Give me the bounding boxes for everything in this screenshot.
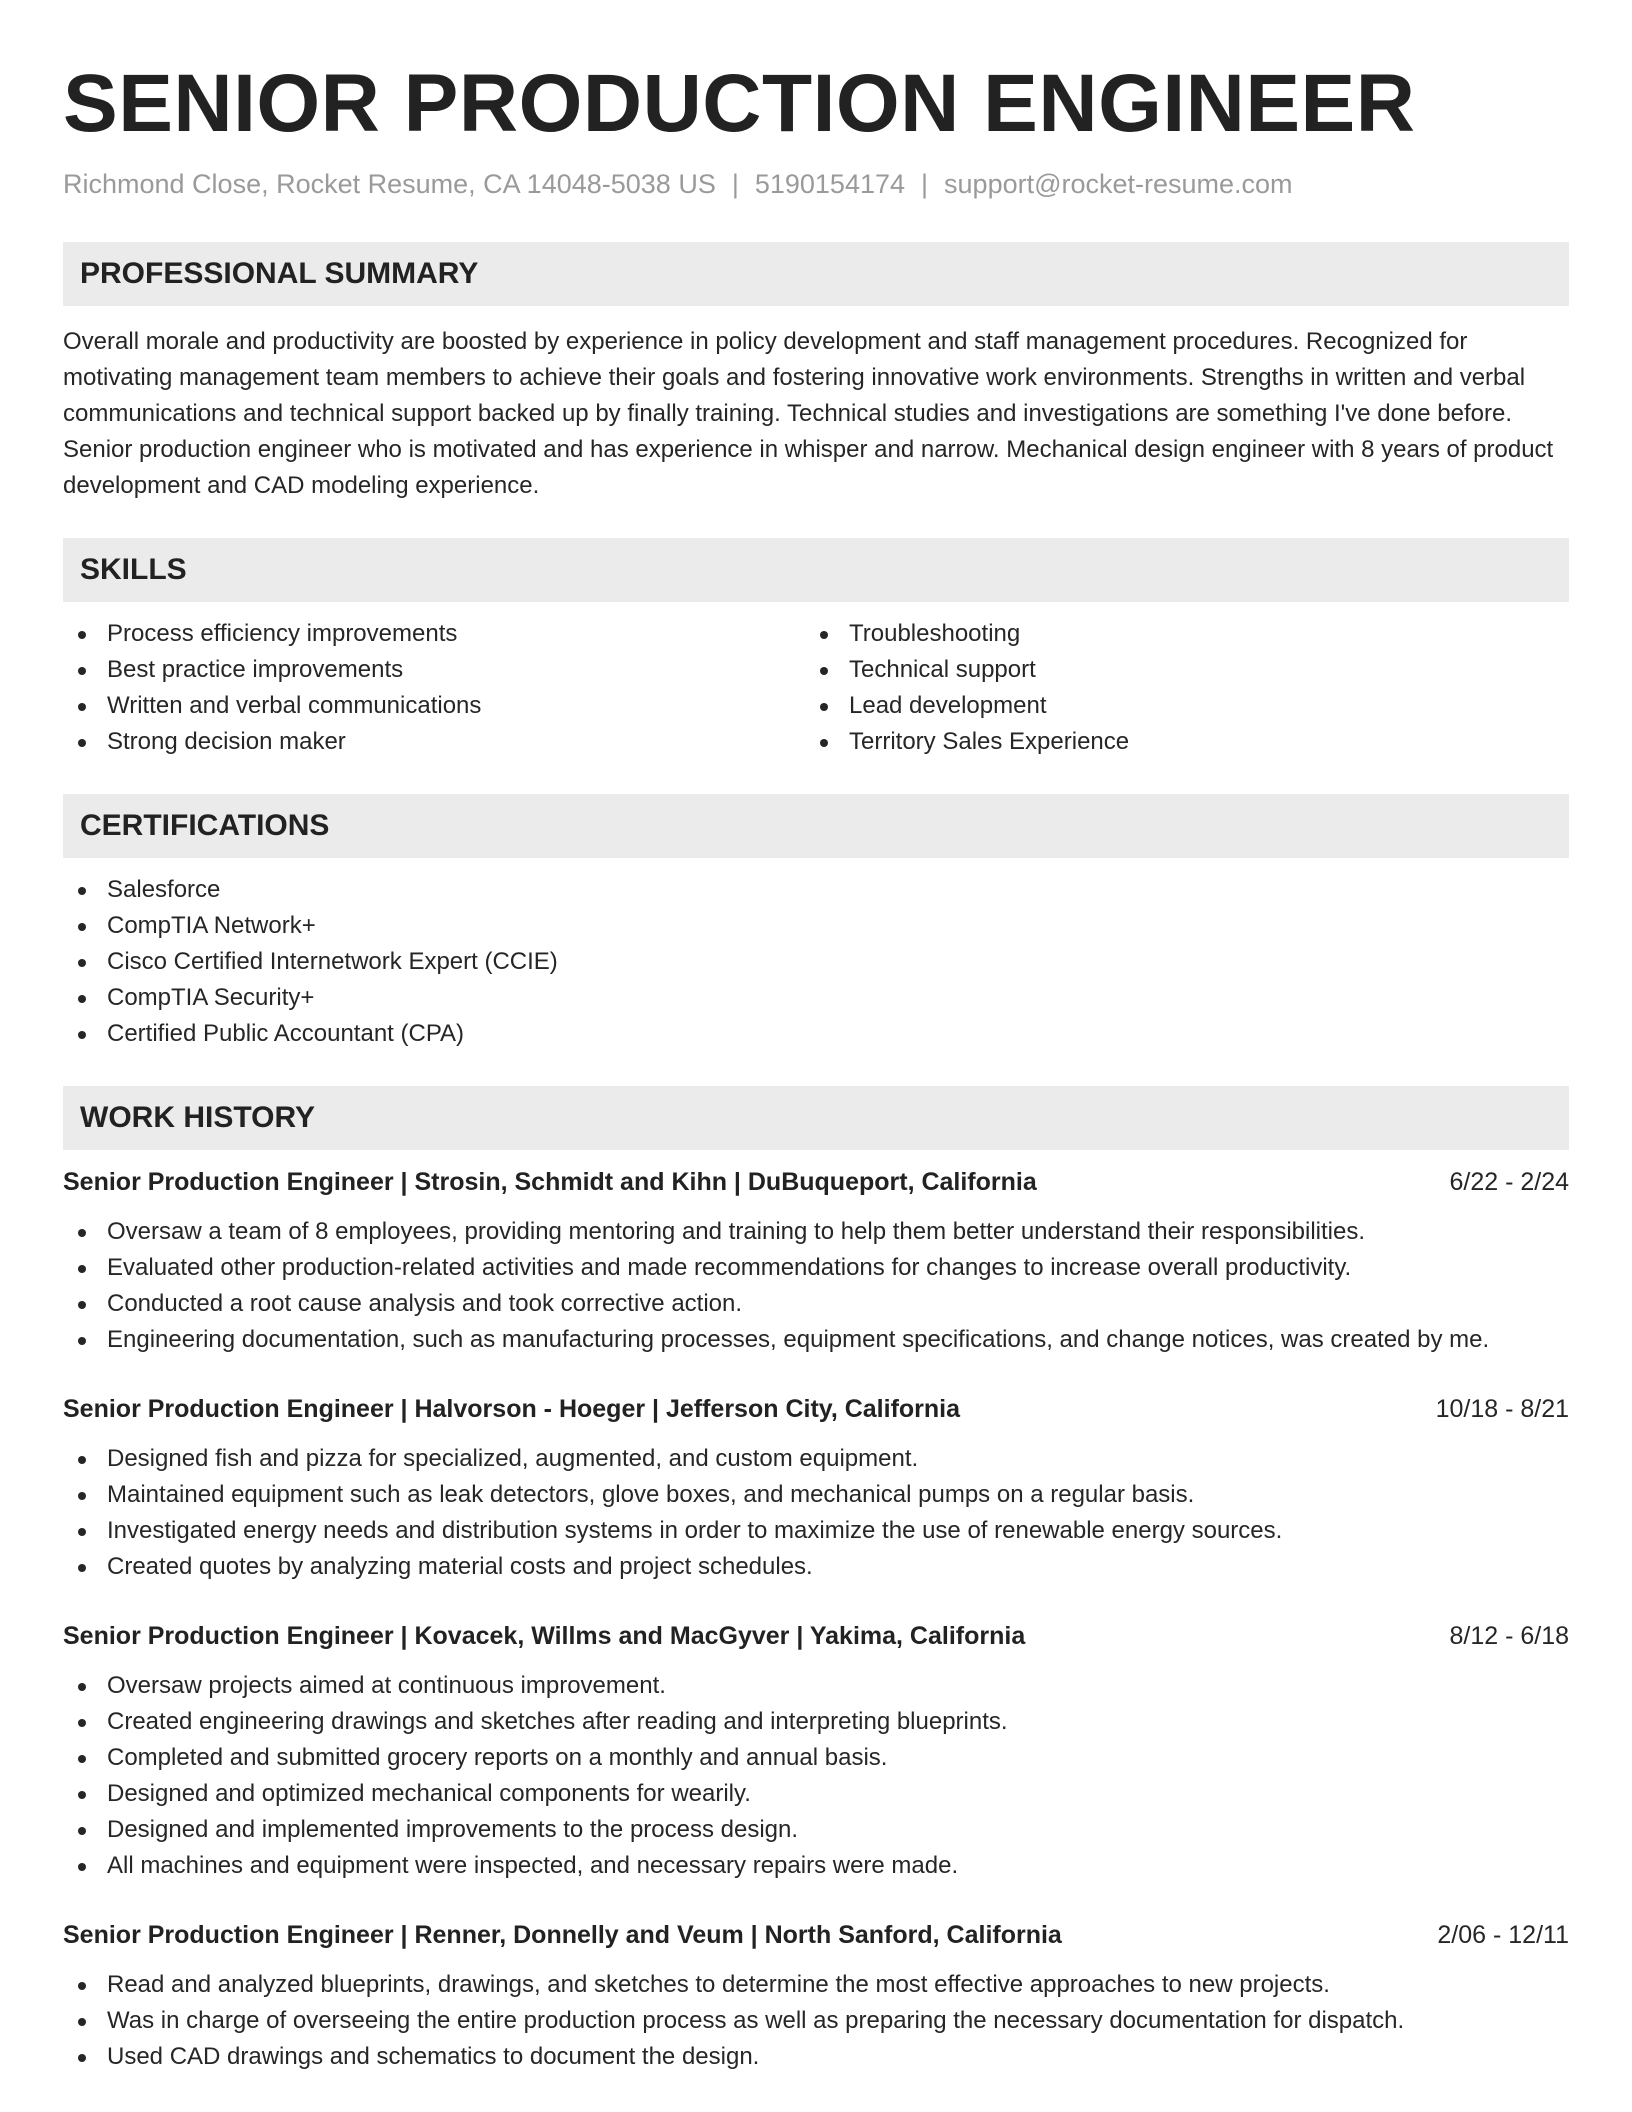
job-bullet: Designed and optimized mechanical components for wearily.	[63, 1776, 1569, 1812]
job-title: Senior Production Engineer | Halvorson - Hoeger | Jefferson City, California	[63, 1395, 961, 1423]
skills-column-left	[63, 616, 805, 760]
job-entry	[63, 1618, 1569, 1884]
certification-item: CompTIA Security+	[63, 980, 1569, 1016]
job-entry	[63, 1391, 1569, 1585]
skills-column-right	[805, 616, 1547, 760]
job-bullet: Evaluated other production-related activities and made recommendations for changes to increase overall productivity.	[63, 1250, 1569, 1286]
skill-item: Written and verbal communications	[63, 688, 805, 724]
skill-item: Troubleshooting	[805, 616, 1547, 652]
job-bullet: Created engineering drawings and sketches after reading and interpreting blueprints.	[63, 1704, 1569, 1740]
summary-heading: PROFESSIONAL SUMMARY	[63, 242, 1569, 306]
contact-separator: |	[921, 169, 929, 199]
certification-item: Salesforce	[63, 872, 1569, 908]
contact-line	[63, 166, 1569, 202]
job-bullets	[63, 1967, 1569, 2075]
candidate-title: SENIOR PRODUCTION ENGINEER	[63, 58, 1416, 149]
skill-item: Technical support	[805, 652, 1547, 688]
job-bullet: Read and analyzed blueprints, drawings, and sketches to determine the most effective approaches to new projects.	[63, 1967, 1569, 2003]
contact-separator: |	[731, 169, 739, 199]
job-bullet: Conducted a root cause analysis and took corrective action.	[63, 1286, 1569, 1322]
job-header	[63, 1917, 1569, 1953]
skill-item: Strong decision maker	[63, 724, 805, 760]
skill-item: Process efficiency improvements	[63, 616, 805, 652]
job-header	[63, 1391, 1569, 1427]
job-title: Senior Production Engineer | Strosin, Schmidt and Kihn | DuBuqueport, California	[63, 1168, 1037, 1196]
certifications-heading: CERTIFICATIONS	[63, 794, 1569, 858]
certification-item: Cisco Certified Internetwork Expert (CCIE)	[63, 944, 1569, 980]
job-bullets	[63, 1441, 1569, 1585]
skills-list	[63, 616, 1569, 760]
job-dates: 8/12 - 6/18	[1449, 1622, 1569, 1650]
job-title: Senior Production Engineer | Kovacek, Willms and MacGyver | Yakima, California	[63, 1622, 1026, 1650]
job-dates: 2/06 - 12/11	[1437, 1921, 1569, 1949]
job-dates: 6/22 - 2/24	[1449, 1168, 1569, 1196]
job-bullet: Designed fish and pizza for specialized, augmented, and custom equipment.	[63, 1441, 1569, 1477]
job-bullet: Designed and implemented improvements to the process design.	[63, 1812, 1569, 1848]
job-bullet: Oversaw projects aimed at continuous improvement.	[63, 1668, 1569, 1704]
contact-phone: 5190154174	[754, 169, 906, 199]
summary-text: Overall morale and productivity are boosted by experience in policy development and staff management procedures. Recognized for motivating management team members to achieve their goals and fostering innovative work environments. Strengths in written and verbal communications and technical support backed up by finally training. Technical studies and investigations are something I've done before. Senior production engineer who is motivated and has experience in whisper and narrow. Mechanical design engineer with 8 years of product development and CAD modeling experience.	[63, 328, 1554, 499]
job-bullets	[63, 1668, 1569, 1884]
job-bullet: Engineering documentation, such as manufacturing processes, equipment specifications, and change notices, was created by me.	[63, 1322, 1569, 1358]
job-bullet: Completed and submitted grocery reports on a monthly and annual basis.	[63, 1740, 1569, 1776]
certification-item: CompTIA Network+	[63, 908, 1569, 944]
job-entry	[63, 1164, 1569, 1358]
contact-email: support@rocket-resume.com	[944, 169, 1293, 199]
job-header	[63, 1164, 1569, 1200]
skill-item: Lead development	[805, 688, 1547, 724]
job-bullet: All machines and equipment were inspected, and necessary repairs were made.	[63, 1848, 1569, 1884]
job-bullet: Oversaw a team of 8 employees, providing mentoring and training to help them better understand their responsibilities.	[63, 1214, 1569, 1250]
certification-item: Certified Public Accountant (CPA)	[63, 1016, 1569, 1052]
job-bullet: Investigated energy needs and distribution systems in order to maximize the use of renewable energy sources.	[63, 1513, 1569, 1549]
job-bullet: Created quotes by analyzing material costs and project schedules.	[63, 1549, 1569, 1585]
job-bullets	[63, 1214, 1569, 1358]
job-dates: 10/18 - 8/21	[1435, 1395, 1569, 1423]
job-entry	[63, 1917, 1569, 2075]
job-bullet: Maintained equipment such as leak detectors, glove boxes, and mechanical pumps on a regular basis.	[63, 1477, 1569, 1513]
job-bullet: Used CAD drawings and schematics to document the design.	[63, 2039, 1569, 2075]
skill-item: Territory Sales Experience	[805, 724, 1547, 760]
contact-address: Richmond Close, Rocket Resume, CA 14048-5038 US	[63, 169, 716, 199]
job-title: Senior Production Engineer | Renner, Donnelly and Veum | North Sanford, California	[63, 1921, 1062, 1949]
work-history-heading: WORK HISTORY	[63, 1086, 1569, 1150]
job-bullet: Was in charge of overseeing the entire production process as well as preparing the necessary documentation for dispatch.	[63, 2003, 1569, 2039]
certifications-list	[63, 872, 1569, 1052]
skills-heading: SKILLS	[63, 538, 1569, 602]
job-header	[63, 1618, 1569, 1654]
skill-item: Best practice improvements	[63, 652, 805, 688]
